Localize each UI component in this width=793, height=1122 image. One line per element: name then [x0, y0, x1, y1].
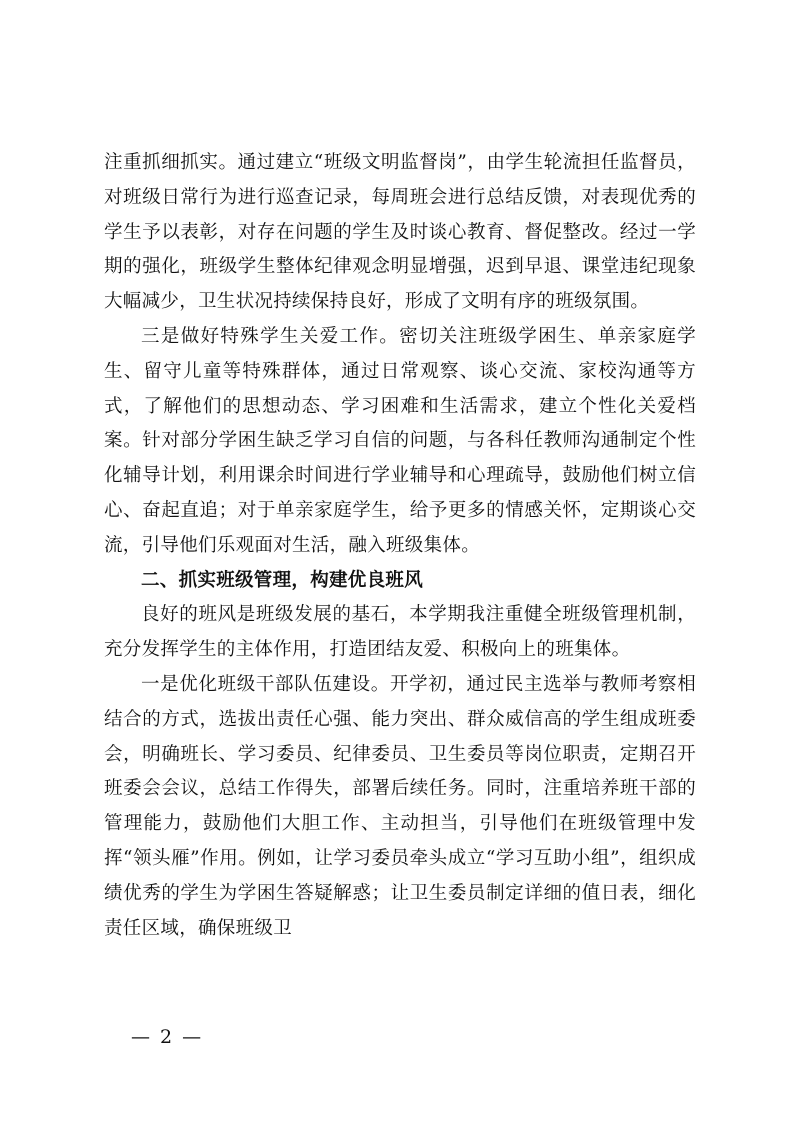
paragraph-discipline-continued: 注重抓细抓实。通过建立“班级文明监督岗”，由学生轮流担任监督员，对班级日常行为进行巡查记录，每周班会进行总结反馈，对表现优秀的学生予以表彰，对存在问题的学生及时谈心教育、督促整改。经过一学期的强化，班级学生整体纪律观念明显增强，迟到早退、课堂违纪现象大幅减少，卫生状况持续保持良好，形成了文明有序的班级氛围。: [104, 152, 696, 313]
document-body: [104, 146, 696, 946]
page-number: — 2 —: [131, 1026, 204, 1048]
paragraph-class-cadres: 一是优化班级干部队伍建设。开学初，通过民主选举与教师考察相结合的方式，选拔出责任心强、能力突出、群众威信高的学生组成班委会，明确班长、学习委员、纪律委员、卫生委员等岗位职责，定期召开班委会会议，总结工作得失，部署后续任务。同时，注重培养班干部的管理能力，鼓励他们大胆工作、主动担当，引导他们在班级管理中发挥“领头雁”作用。例如，让学习委员牵头成立“学习互助小组”，组织成绩优秀的学生为学困生答疑解惑；让卫生委员制定详细的值日表，细化责任区域，确保班级卫: [104, 673, 696, 939]
paragraph-special-students-care: 三是做好特殊学生关爱工作。密切关注班级学困生、单亲家庭学生、留守儿童等特殊群体，通过日常观察、谈心交流、家校沟通等方式，了解他们的思想动态、学习困难和生活需求，建立个性化关爱档案。针对部分学困生缺乏学习自信的问题，与各科任教师沟通制定个性化辅导计划，利用课余时间进行学业辅导和心理疏导，鼓励他们树立信心、奋起直追；对于单亲家庭学生，给予更多的情感关怀，定期谈心交流，引导他们乐观面对生活，融入班级集体。: [104, 325, 696, 556]
section-heading-class-management: 二、抓实班级管理，构建优良班风: [141, 569, 424, 591]
paragraph-class-style-intro: 良好的班风是班级发展的基石，本学期我注重健全班级管理机制，充分发挥学生的主体作用，打造团结友爱、积极向上的班集体。: [104, 604, 696, 661]
